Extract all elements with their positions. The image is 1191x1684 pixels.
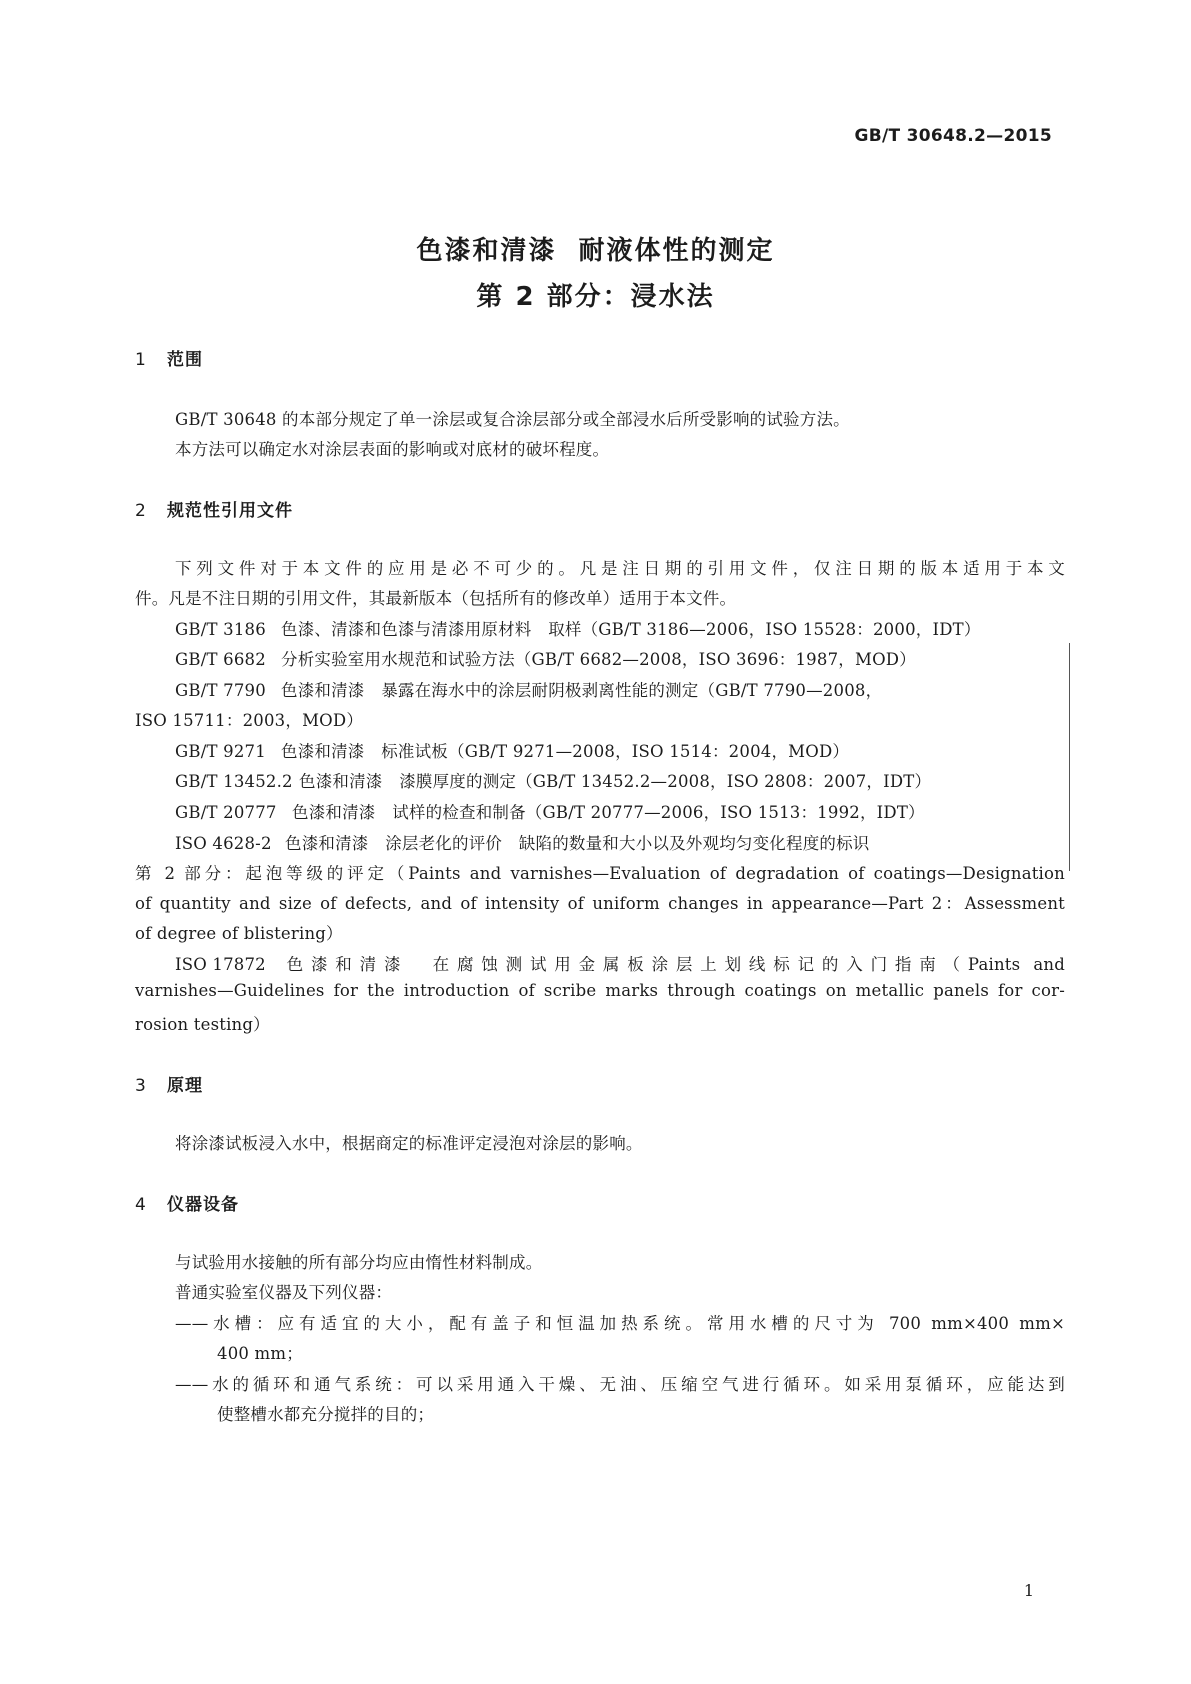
reference-title: 色漆和清漆 漆膜厚度的测定（GB/T 13452.2—2008，ISO 2808：2007，IDT）: [299, 772, 932, 791]
reference-title: 色漆、清漆和色漆与清漆用原材料 取样（GB/T 3186—2006，ISO 15528：2000，IDT）: [281, 620, 981, 639]
reference-code: ISO 17872: [175, 955, 266, 974]
reference-continuation: varnishes—Guidelines for the introduction of scribe marks through coatings on metallic panels for cor-: [135, 981, 1065, 1000]
reference-code: ISO 4628-2: [175, 834, 272, 853]
reference-continuation: ISO 15711：2003，MOD）: [135, 711, 364, 730]
reference-title: 色漆和清漆 涂层老化的评价 缺陷的数量和大小以及外观均匀变化程度的标识: [285, 834, 870, 853]
section-title: 范围: [167, 350, 203, 370]
list-item-continuation: 400 mm；: [217, 1344, 303, 1363]
paragraph: 本方法可以确定水对涂层表面的影响或对底材的破坏程度。: [175, 440, 610, 459]
title-part-b: 耐液体性的测定: [578, 236, 775, 266]
section-number: 4: [135, 1195, 147, 1215]
reference-item: [175, 830, 870, 854]
section-number: 2: [135, 501, 147, 521]
page-number: 1: [1023, 1581, 1034, 1600]
reference-code: GB/T 3186: [175, 620, 266, 639]
reference-code: GB/T 6682: [175, 650, 266, 669]
reference-code: GB/T 13452.2: [175, 772, 293, 791]
list-item-continuation: 使整槽水都充分搅拌的目的；: [217, 1405, 435, 1424]
paragraph: 将涂漆试板浸入水中，根据商定的标准评定浸泡对涂层的影响。: [175, 1134, 643, 1153]
reference-code: GB/T 9271: [175, 742, 266, 761]
reference-continuation: 第 2 部分：起泡等级的评定（Paints and varnishes—Evaluation of degradation of coatings—Designation: [135, 864, 1065, 883]
reference-title: 色漆和清漆 在腐蚀测试用金属板涂层上划线标记的入门指南（Paints and: [279, 955, 1065, 974]
document-title-line1: [0, 230, 1191, 267]
paragraph: GB/T 30648 的本部分规定了单一涂层或复合涂层部分或全部浸水后所受影响的试验方法。: [175, 410, 850, 429]
margin-rule: [1069, 643, 1070, 871]
section-4-heading: [135, 1190, 239, 1215]
reference-title: 分析实验室用水规范和试验方法（GB/T 6682—2008，ISO 3696：1987，MOD）: [281, 650, 916, 669]
section-3-heading: [135, 1071, 203, 1096]
reference-item: [175, 951, 1065, 975]
reference-item: [175, 646, 916, 670]
reference-item: [175, 768, 931, 792]
section-title: 规范性引用文件: [167, 501, 293, 521]
list-item: ——水槽：应有适宜的大小，配有盖子和恒温加热系统。常用水槽的尺寸为 700 mm×400 mm×: [175, 1314, 1065, 1333]
reference-continuation: of quantity and size of defects, and of intensity of uniform changes in appearance—Part 2：Assessment: [135, 894, 1065, 913]
section-2-heading: [135, 496, 293, 521]
reference-title: 色漆和清漆 标准试板（GB/T 9271—2008，ISO 1514：2004，MOD）: [281, 742, 850, 761]
section-number: 1: [135, 350, 147, 370]
paragraph-line: 件。凡是不注日期的引用文件，其最新版本（包括所有的修改单）适用于本文件。: [135, 589, 737, 608]
section-1-heading: [135, 345, 203, 370]
paragraph: 与试验用水接触的所有部分均应由惰性材料制成。: [175, 1253, 543, 1272]
section-title: 原理: [167, 1076, 203, 1096]
reference-title: 色漆和清漆 暴露在海水中的涂层耐阴极剥离性能的测定（GB/T 7790—2008，: [281, 681, 883, 700]
document-title-line2: 第 2 部分：浸水法: [476, 282, 715, 312]
paragraph: 普通实验室仪器及下列仪器：: [175, 1283, 393, 1302]
reference-code: GB/T 20777: [175, 803, 277, 822]
reference-continuation: rosion testing）: [135, 1015, 270, 1034]
title-part-a: 色漆和清漆: [416, 236, 557, 266]
paragraph-line: 下列文件对于本文件的应用是必不可少的。凡是注日期的引用文件，仅注日期的版本适用于本文: [175, 559, 1065, 578]
reference-code: GB/T 7790: [175, 681, 266, 700]
reference-item: [175, 677, 882, 701]
reference-continuation: of degree of blistering）: [135, 924, 343, 943]
section-title: 仪器设备: [167, 1195, 239, 1215]
reference-item: [175, 738, 849, 762]
standard-number: GB/T 30648.2—2015: [854, 126, 1052, 146]
reference-title: 色漆和清漆 试样的检查和制备（GB/T 20777—2006，ISO 1513：1992，IDT）: [292, 803, 925, 822]
section-number: 3: [135, 1076, 147, 1096]
reference-item: [175, 616, 981, 640]
list-item: ——水的循环和通气系统：可以采用通入干燥、无油、压缩空气进行循环。如采用泵循环，应能达到: [175, 1375, 1065, 1394]
reference-item: [175, 799, 925, 823]
